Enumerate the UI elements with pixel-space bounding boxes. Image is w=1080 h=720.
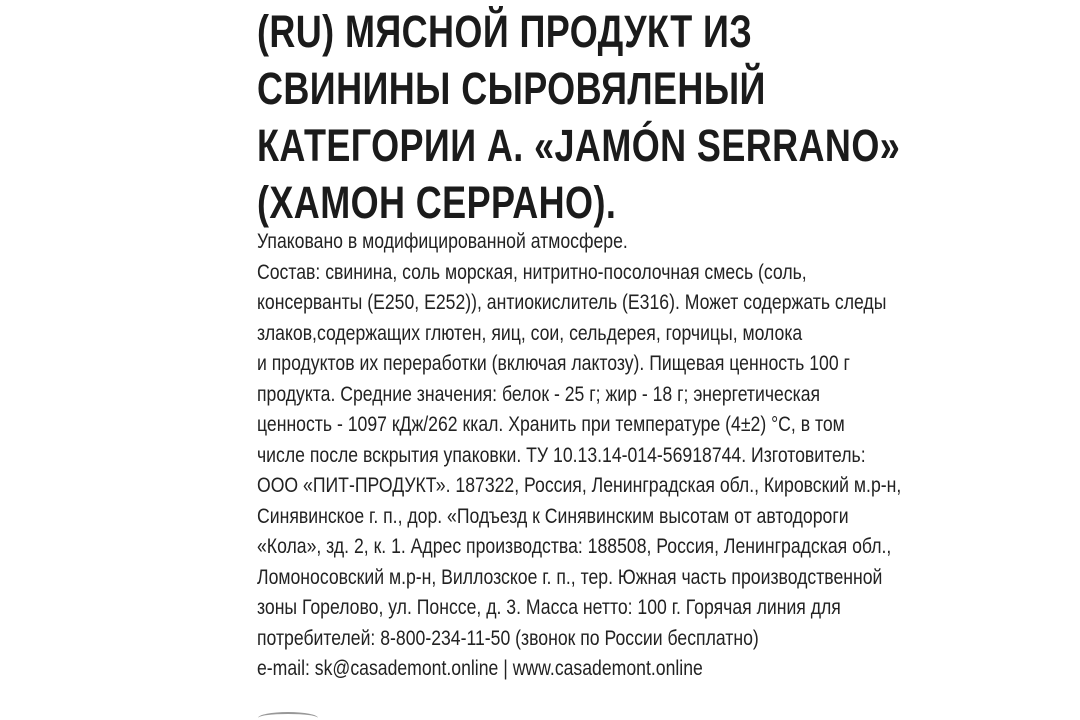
allergen-text: злаков,содержащих глютен, яиц, сои, сельдерея, горчицы, молока: [257, 320, 803, 345]
product-description: [257, 226, 913, 684]
manufacturer-address: ООО «ПИТ-ПРОДУКТ». 187322, Россия, Ленинградская обл., Кировский м.р-н,: [257, 473, 902, 497]
net-weight-text: зоны Горелово, ул. Понссе, д. 3. Масса нетто: 100 г. Горячая линия для: [257, 595, 841, 619]
nutrition-text: продукта. Средние значения: белок - 25 г; жир - 18 г; энергетическая: [257, 381, 821, 406]
contact-text: e-mail: sk@casademont.online | www.casademont.online: [257, 656, 703, 680]
product-label: [257, 0, 902, 680]
cut-off-text-fragment: [258, 712, 318, 720]
storage-text: ценность - 1097 кДж/262 ккал. Хранить при температуре (4±2) °С, в том: [257, 412, 845, 436]
composition-text: Состав: свинина, соль морская, нитритно-посолочная смесь (соль,: [257, 259, 807, 284]
product-title: [257, 0, 901, 231]
composition-text: консерванты (Е250, Е252)), антиокислитель (Е316). Может содержать следы: [257, 290, 887, 314]
product-title-line: (RU) МЯСНОЙ ПРОДУКТ ИЗ: [257, 6, 753, 57]
product-title-line: СВИНИНЫ СЫРОВЯЛЕНЫЙ: [257, 63, 766, 114]
product-title-line: КАТЕГОРИИ А. «JAMÓN SERRANO»: [257, 120, 901, 171]
manufacturer-address: Синявинское г. п., дор. «Подъезд к Синявинским высотам от автодороги: [257, 503, 849, 528]
nutrition-text: и продуктов их переработки (включая лактозу). Пищевая ценность 100 г: [257, 351, 850, 375]
packaging-note: Упаковано в модифицированной атмосфере.: [257, 229, 628, 253]
production-address: «Кола», зд. 2, к. 1. Адрес производства: 188508, Россия, Ленинградская обл.,: [257, 534, 892, 558]
product-title-line: (ХАМОН СЕРРАНО).: [257, 177, 617, 228]
production-address: Ломоносовский м.р-н, Виллозское г. п., тер. Южная часть производственной: [257, 564, 883, 589]
hotline-text: потребителей: 8-800-234-11-50 (звонок по России бесплатно): [257, 625, 759, 650]
manufacturer-text: числе после вскрытия упаковки. ТУ 10.13.14-014-56918744. Изготовитель:: [257, 442, 866, 467]
